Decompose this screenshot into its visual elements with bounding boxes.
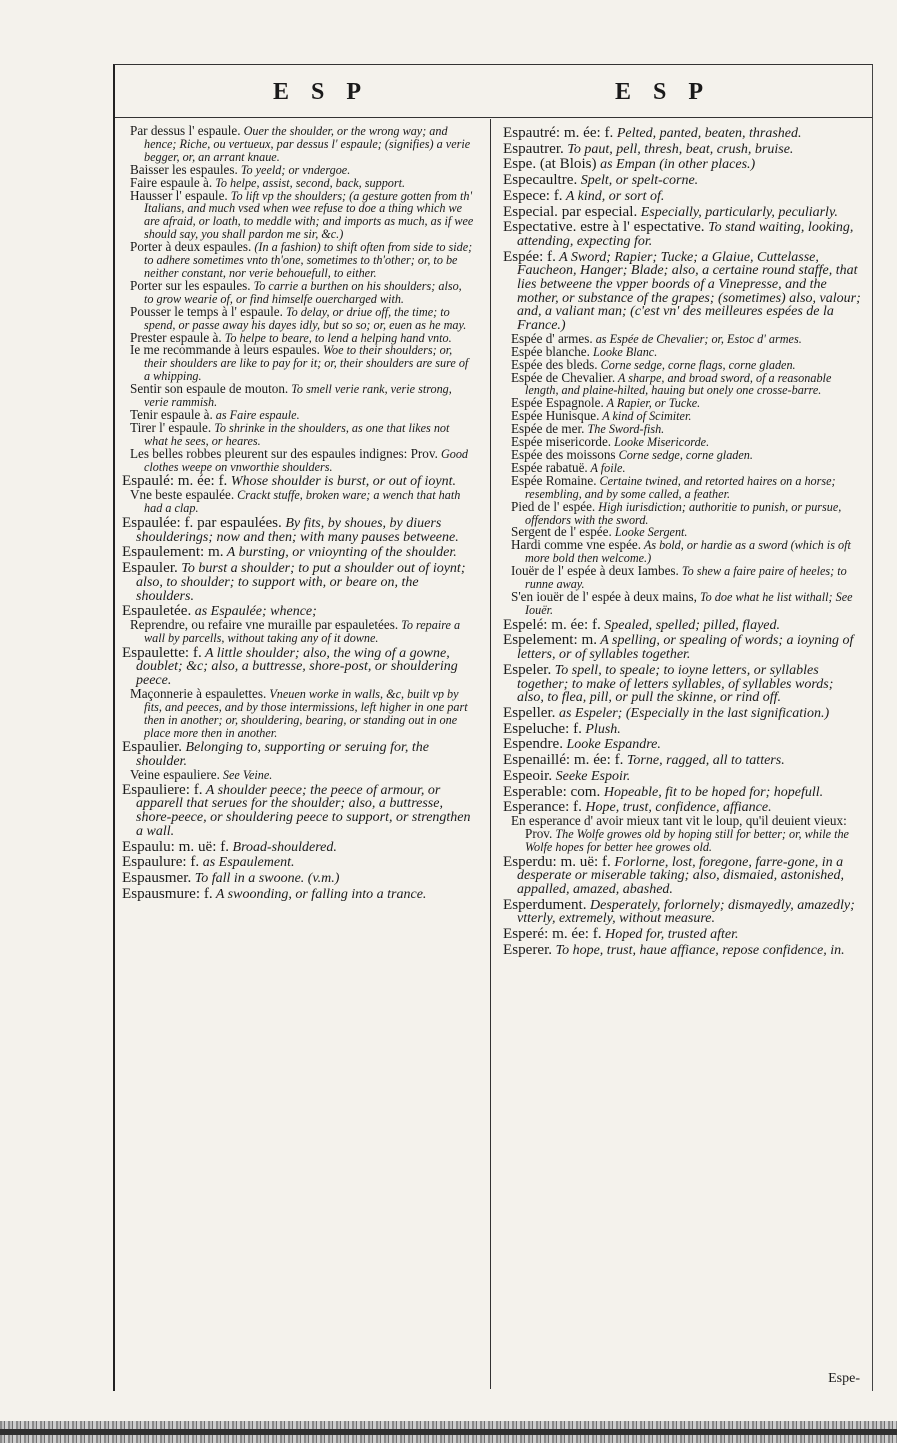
left-column <box>122 125 474 901</box>
entry-headword: S'en iouër de l' espée à deux mains, <box>511 588 697 604</box>
dictionary-entry <box>122 869 474 886</box>
entry-definition: Corne sedge, corne gladen. <box>615 448 753 462</box>
entry-definition: A Sword; Rapier; Tucke; a Glaiue, Cuttelasse, Faucheon, Hanger; Blade; also, a certaine round staffe, that lies betweene the vpper boords of a Vinepresse, and the mother, or substance of the grapes; (sometimes) also, valour; and, a valiant man; (c'est vn' des meilleures espées de la France.) <box>517 249 861 334</box>
entry-headword: Vne beste espaulée. <box>130 487 235 503</box>
dictionary-entry <box>503 616 861 633</box>
dictionary-entry <box>503 369 861 398</box>
dictionary-entry <box>122 546 474 560</box>
entry-definition: Hopeable, fit to be hoped for; hopefull. <box>600 784 824 800</box>
entry-headword: Espauler. <box>122 560 178 577</box>
entry-definition: Crackt stuffe, broken ware; a wench that hath had a clap. <box>144 488 461 516</box>
dictionary-entry <box>503 754 861 768</box>
entry-headword: Espée de Chevalier. <box>511 369 616 385</box>
entry-definition: (In a fashion) to shift often from side to side; to adhere sometimes vnto th'one, sometimes to th'other; or, to be neither constant, nor verie behouefull, to either. <box>144 240 473 280</box>
dictionary-entry <box>503 127 861 141</box>
dictionary-entry <box>503 539 861 565</box>
entry-headword: Espendre. <box>503 736 563 753</box>
entry-headword: Reprendre, ou refaire vne muraille par espauletées. <box>130 616 399 632</box>
entry-headword: Espautrer. <box>503 140 564 157</box>
entry-definition: Looke Blanc. <box>589 344 658 359</box>
dictionary-entry <box>503 738 861 752</box>
dictionary-entry <box>503 203 861 220</box>
entry-definition: A spelling, or spealing of words; a ioyning of letters, or of syllables together. <box>517 633 854 663</box>
entry-headword: Espelé: m. ée: f. <box>503 616 601 633</box>
dictionary-entry <box>122 303 474 332</box>
entry-definition: High iurisdiction; authoritie to punish, or pursue, offendors with the sword. <box>525 499 842 527</box>
entry-definition: See Veine. <box>219 767 273 782</box>
entry-headword: Espée misericorde. <box>511 434 612 450</box>
entry-definition: Spelt, or spelt-corne. <box>577 173 699 189</box>
dictionary-entry <box>503 174 861 188</box>
entry-definition: To smell verie rank, verie strong, verie rammish. <box>144 382 452 410</box>
entry-headword: Espaulier. <box>122 739 183 756</box>
dictionary-entry <box>503 221 861 248</box>
entry-headword: Par dessus l' espaule. <box>130 123 241 138</box>
entry-headword: Espe. (at Blois) <box>503 156 597 173</box>
entry-headword: Espée blanche. <box>511 343 590 359</box>
entry-definition: Ouer the shoulder, or the wrong way; and hence; Riche, ou vertueux, par dessus l' espaule; (signifies) a verie begger, or, an arrant knaue. <box>144 124 471 164</box>
dictionary-entry <box>503 767 861 784</box>
entry-definition: Especially, particularly, peculiarly. <box>637 204 838 220</box>
entry-headword: Espeoir. <box>503 767 553 784</box>
entry-headword: Porter sur les espaules. <box>130 277 251 293</box>
entry-headword: Esperdu: m. uë: f. <box>503 853 611 870</box>
entry-definition: To shew a faire paire of heeles; to runne away. <box>525 564 847 592</box>
dictionary-entry <box>122 616 474 645</box>
entry-headword: Espece: f. <box>503 187 563 204</box>
entry-headword: Prester espaule à. <box>130 329 222 345</box>
entry-headword: Veine espauliere. <box>130 766 220 782</box>
entry-definition: Good clothes weepe on vnworthie shoulders. <box>144 446 469 474</box>
entry-definition: Hope, trust, confidence, affiance. <box>581 800 772 816</box>
entry-headword: Baisser les espaules. <box>130 161 238 177</box>
dictionary-entry <box>122 562 474 603</box>
entry-headword: Espaulette: f. <box>122 644 202 661</box>
entry-headword: Faire espaule à. <box>130 174 213 190</box>
entry-definition: To spell, to speale; to ioyne letters, or syllables together; to make of letters syllables, of syllables words; also, to flea, pill, or pull the skinne, or rind off. <box>517 662 834 706</box>
entry-definition: A Rapier, or Tucke. <box>603 396 701 411</box>
dictionary-entry <box>503 928 861 942</box>
entry-headword: Ie me recommande à leurs espaules. <box>130 342 320 358</box>
entry-headword: Espelement: m. <box>503 632 597 649</box>
entry-headword: Porter à deux espaules. <box>130 239 252 255</box>
entry-headword: Espaulure: f. <box>122 854 200 871</box>
dictionary-entry <box>122 241 474 280</box>
dictionary-entry <box>122 445 474 474</box>
entry-headword: En esperance d' avoir mieux tant vit le loup, qu'il deuient vieux: Prov. <box>511 812 847 841</box>
dictionary-entry <box>122 644 474 689</box>
entry-definition: To stand waiting, looking, attending, expecting for. <box>517 220 854 249</box>
dictionary-entry <box>503 588 861 617</box>
entry-definition: Corne sedge, corne flags, corne gladen. <box>597 357 796 372</box>
entry-headword: Espée de mer. <box>511 421 585 437</box>
entry-headword: Sentir son espaule de mouton. <box>130 381 289 397</box>
entry-definition: Belonging to, supporting or seruing for, the shoulder. <box>136 740 429 770</box>
entry-headword: Espeler. <box>503 661 552 678</box>
entry-headword: Hausser l' espaule. <box>130 187 228 203</box>
entry-definition: as Espeler; (Especially in the last signification.) <box>555 706 830 721</box>
dictionary-page <box>113 64 873 1391</box>
entry-definition: To helpe to beare, to lend a helping hand vnto. <box>221 330 452 345</box>
dictionary-entry <box>503 140 861 157</box>
dictionary-entry <box>122 885 474 902</box>
entry-headword: Espauletée. <box>122 603 192 620</box>
entry-headword: Especaultre. <box>503 172 578 189</box>
dictionary-entry <box>503 812 861 854</box>
entry-headword: Esperé: m. ée: f. <box>503 926 602 943</box>
entry-definition: To lift vp the shoulders; (a gesture gotten from th' Italians, and much vsed when wee refuse to doe a thing which we are afraid, or loath, to meddle with; and imports as much, as if wee should say, you shall pardon me sir, &c.) <box>144 188 474 242</box>
entry-headword: Esperdument. <box>503 896 587 913</box>
entry-headword: Espée: f. <box>503 248 556 265</box>
entry-headword: Espée des moissons <box>511 447 616 462</box>
entry-headword: Esperance: f. <box>503 799 582 816</box>
entry-definition: A bursting, or vnioynting of the shoulder. <box>223 545 457 561</box>
dictionary-entry <box>503 853 861 898</box>
entry-definition: Certaine twined, and retorted haires on a horse; resembling, and by some called, a feather. <box>525 473 836 501</box>
entry-headword: Maçonnerie à espaulettes. <box>130 685 267 701</box>
dictionary-entry <box>122 685 474 740</box>
dictionary-entry <box>503 248 861 334</box>
entry-headword: Espausmure: f. <box>122 885 213 902</box>
entry-headword: Espaulu: m. uë: f. <box>122 838 230 855</box>
dictionary-entry <box>122 741 474 768</box>
entry-definition: To shrinke in the shoulders, as one that likes not what he sees, or heares. <box>144 420 450 448</box>
entry-definition: To carrie a burthen on his shoulders; also, to grow wearie of, or find himselfe ouercharged with. <box>144 278 462 306</box>
dictionary-entry <box>122 125 474 164</box>
dictionary-entry <box>503 941 861 958</box>
entry-definition: As bold, or hardie as a sword (which is oft more bold then welcome.) <box>525 538 851 566</box>
entry-headword: Espée d' armes. <box>511 330 593 346</box>
entry-definition: as Espaulement. <box>199 855 295 871</box>
entry-definition: A sharpe, and broad sword, of a reasonable length, and plaine-hilted, hauing but onely one crosse-barre. <box>525 370 832 398</box>
entry-definition: Looke Espandre. <box>563 737 661 753</box>
entry-definition: Hoped for, trusted after. <box>601 927 739 943</box>
dictionary-entry <box>122 514 474 545</box>
dictionary-entry <box>503 661 861 706</box>
entry-headword: Hardi comme vne espée. <box>511 537 642 553</box>
dictionary-entry <box>122 489 474 515</box>
dictionary-entry <box>503 720 861 737</box>
dictionary-entry <box>503 472 861 501</box>
dictionary-entry <box>503 896 861 927</box>
dictionary-entry <box>503 565 861 591</box>
entry-definition: Torne, ragged, all to tatters. <box>623 753 785 769</box>
entry-definition: Seeke Espoir. <box>552 768 631 784</box>
entry-headword: Espée des bleds. <box>511 356 598 372</box>
entry-definition: as Espée de Chevalier; or, Estoc d' armes. <box>592 331 802 346</box>
dictionary-entry <box>122 419 474 448</box>
entry-headword: Pousser le temps à l' espaule. <box>130 303 283 319</box>
dictionary-entry <box>122 383 474 409</box>
entry-definition: To hope, trust, haue affiance, repose confidence, in. <box>552 942 845 958</box>
entry-definition: To repaire a wall by parcells, without taking any of it downe. <box>144 617 461 645</box>
entry-definition: A swoonding, or falling into a trance. <box>212 886 427 902</box>
entry-headword: Espée Espagnole. <box>511 395 604 411</box>
entry-headword: Espenaillé: m. ée: f. <box>503 752 624 769</box>
entry-definition: To doe what he list withall; See Iouër. <box>525 589 853 617</box>
entry-headword: Tenir espaule à. <box>130 406 213 422</box>
header-rule <box>115 117 872 118</box>
entry-headword: Espée Romaine. <box>511 472 597 488</box>
entry-definition: To delay, or driue off, the time; to spend, or passe away his dayes idly, but so so; or, euen as he may. <box>144 304 467 332</box>
catchword: Espe- <box>828 1371 860 1386</box>
entry-definition: Woe to their shoulders; or, their shoulders are like to pay for it; or, their shoulders are sure of a whipping. <box>144 343 469 384</box>
entry-headword: Espautré: m. ée: f. <box>503 125 614 141</box>
entry-headword: Espée Hunisque. <box>511 408 600 424</box>
entry-headword: Tirer l' espaule. <box>130 419 212 435</box>
dictionary-entry <box>122 344 474 383</box>
entry-headword: Espauliere: f. <box>122 781 203 798</box>
dictionary-entry <box>503 187 861 204</box>
entry-headword: Espaulement: m. <box>122 544 224 561</box>
entry-headword: Espausmer. <box>122 869 192 886</box>
entry-headword: Espeller. <box>503 705 556 721</box>
entry-headword: Les belles robbes pleurent sur des espaules indignes: Prov. <box>130 445 438 461</box>
entry-definition: A kind of Scimiter. <box>599 409 692 424</box>
dictionary-entry <box>122 766 474 782</box>
entry-headword: Espectative. estre à l' espectative. <box>503 219 705 236</box>
entry-definition: The Sword-fish. <box>584 422 665 437</box>
dictionary-entry <box>122 187 474 242</box>
entry-definition: as Faire espaule. <box>212 407 300 422</box>
entry-definition: A shoulder peece; the peece of armour, or apparell that serues for the shoulder; also, a buttresse, shore-peece, or shouldering peece to support, or strengthen a wall. <box>136 782 471 839</box>
entry-definition: Spealed, spelled; pilled, flayed. <box>600 617 780 633</box>
entry-definition: Plush. <box>581 721 621 737</box>
entry-headword: Espée rabatuë. <box>511 459 588 475</box>
entry-headword: Iouër de l' espée à deux Iambes. <box>511 563 679 579</box>
entry-definition: Desperately, forlornely; dismayedly, amazedly; vtterly, extremely, without measure. <box>517 897 855 927</box>
entry-headword: Sergent de l' espée. <box>511 524 612 540</box>
column-divider <box>490 119 491 1389</box>
entry-definition: To paut, pell, thresh, beat, crush, bruise. <box>563 141 794 157</box>
entry-definition: To burst a shoulder; to put a shoulder out of ioynt; also, to shoulder; to support with, or beare on, the shoulders. <box>136 561 466 604</box>
entry-definition: as Empan (in other places.) <box>596 157 756 173</box>
entry-definition: A foile. <box>587 460 626 475</box>
dictionary-entry <box>503 783 861 800</box>
entry-headword: Espaulée: f. par espaulées. <box>122 514 282 531</box>
dictionary-entry <box>503 634 861 661</box>
dictionary-entry <box>122 838 474 855</box>
entry-headword: Espaulé: m. ée: f. <box>122 473 228 490</box>
dictionary-entry <box>122 856 474 870</box>
entry-definition: A kind, or sort of. <box>562 188 665 204</box>
entry-headword: Esperable: com. <box>503 783 601 800</box>
entry-definition: Vneuen worke in walls, &c, built vp by fits, and peeces, and by those intermissions, left higher in one part then in another; or, shouldering, bearing, or standing out in one place more then in another. <box>144 686 468 740</box>
entry-definition: To helpe, assist, second, back, support. <box>212 175 406 190</box>
entry-definition: Forlorne, lost, foregone, farre-gone, in a desperate or miserable taking; also, dismaied, astonished, appalled, amazed, abashed. <box>517 854 845 898</box>
dictionary-entry <box>122 277 474 306</box>
running-head-right: ESP <box>615 79 726 105</box>
entry-definition: To fall in a swoone. (v.m.) <box>191 870 340 886</box>
entry-definition: Broad-shouldered. <box>229 839 337 855</box>
entry-headword: Espeluche: f. <box>503 720 582 737</box>
entry-definition: By fits, by shoues, by diuers shoulderings; now and then; with many pauses betweene. <box>136 515 459 545</box>
right-column <box>503 125 861 958</box>
entry-headword: Pied de l' espée. <box>511 498 596 514</box>
entry-definition: as Espaulée; whence; <box>191 604 317 620</box>
entry-definition: Looke Sergent. <box>611 525 688 540</box>
entry-definition: The Wolfe growes old by hoping still for better; or, while the Wolfe hopes for better hee growes old. <box>525 826 849 854</box>
entry-definition: To yeeld; or vndergoe. <box>237 162 351 177</box>
entry-definition: Looke Misericorde. <box>611 435 710 450</box>
entry-headword: Especial. par especial. <box>503 203 638 220</box>
dictionary-entry <box>503 707 861 721</box>
dictionary-entry <box>122 781 474 839</box>
dictionary-entry <box>503 158 861 172</box>
running-head-left: ESP <box>273 79 384 105</box>
entry-definition: A little shoulder; also, the wing of a gowne, doublet; &c; also, a buttresse, shore-post, or shouldering peece. <box>136 645 458 689</box>
dictionary-entry <box>503 498 861 527</box>
entry-headword: Esperer. <box>503 941 553 958</box>
entry-definition: Pelted, panted, beaten, thrashed. <box>613 126 802 141</box>
entry-definition: Whose shoulder is burst, or out of ioynt. <box>227 474 456 490</box>
scan-edge-band <box>0 1421 897 1443</box>
